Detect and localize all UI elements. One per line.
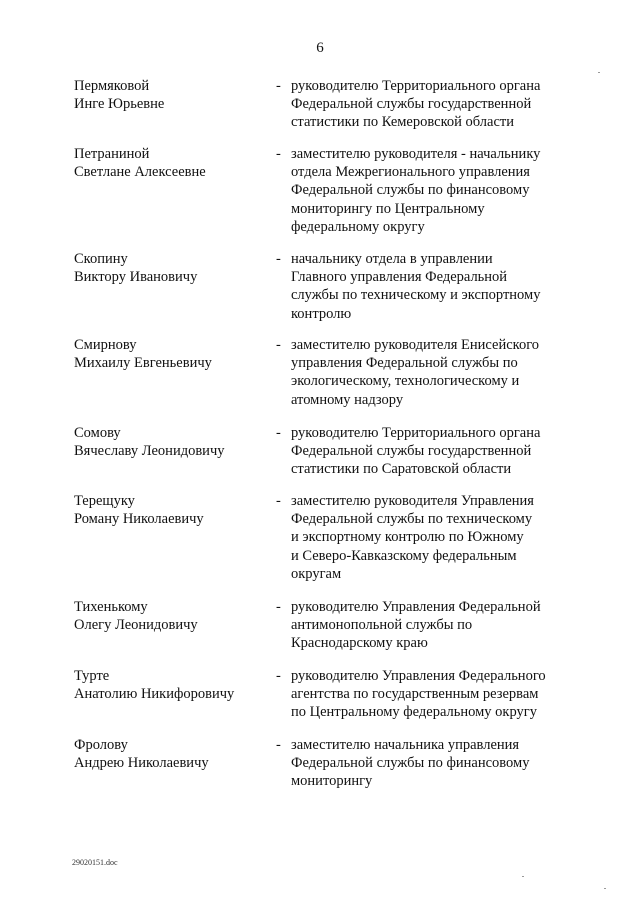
person-name: Фролову Андрею Николаевичу [74,737,209,772]
position-title: заместителю начальника управления Федеральной службы по финансовому мониторингу [291,737,530,790]
person-name: Скопину Виктору Ивановичу [74,251,198,286]
position-title: заместителю руководителя - начальнику отдела Межрегионального управления Федеральной службы по финансовому мониторингу по Центральному федеральному округу [291,146,541,235]
dash-separator: - [276,737,281,753]
dash-separator: - [276,78,281,94]
scan-speck [598,72,600,73]
dash-separator: - [276,337,281,353]
person-name: Смирнову Михаилу Евгеньевичу [74,337,212,372]
dash-separator: - [276,146,281,162]
person-name: Пермяковой Инге Юрьевне [74,78,165,113]
scan-speck [604,888,606,889]
dash-separator: - [276,425,281,441]
position-title: руководителю Территориального органа Федеральной службы государственной статистики по Кемеровской области [291,78,541,131]
person-name: Петраниной Светлане Алексеевне [74,146,206,181]
position-title: начальнику отдела в управлении Главного управления Федеральной службы по техническому и экспортному контролю [291,251,541,322]
person-name: Терещуку Роману Николаевичу [74,493,204,528]
position-title: заместителю руководителя Управления Федеральной службы по техническому и экспортному контролю по Южному и Северо-Кавказскому федеральным округам [291,493,534,582]
dash-separator: - [276,251,281,267]
page-number: 6 [316,40,324,56]
scan-speck [522,876,524,877]
dash-separator: - [276,668,281,684]
dash-separator: - [276,599,281,615]
dash-separator: - [276,493,281,509]
document-filename: 29020151.doc [72,858,118,867]
position-title: руководителю Управления Федерального агентства по государственным резервам по Центральному федеральному округу [291,668,546,721]
person-name: Тихенькому Олегу Леонидовичу [74,599,198,634]
person-name: Турте Анатолию Никифоровичу [74,668,235,703]
person-name: Сомову Вячеславу Леонидовичу [74,425,225,460]
position-title: руководителю Управления Федеральной антимонопольной службы по Краснодарскому краю [291,599,541,652]
position-title: руководителю Территориального органа Федеральной службы государственной статистики по Саратовской области [291,425,541,478]
position-title: заместителю руководителя Енисейского управления Федеральной службы по экологическому, технологическому и атомному надзору [291,337,540,408]
